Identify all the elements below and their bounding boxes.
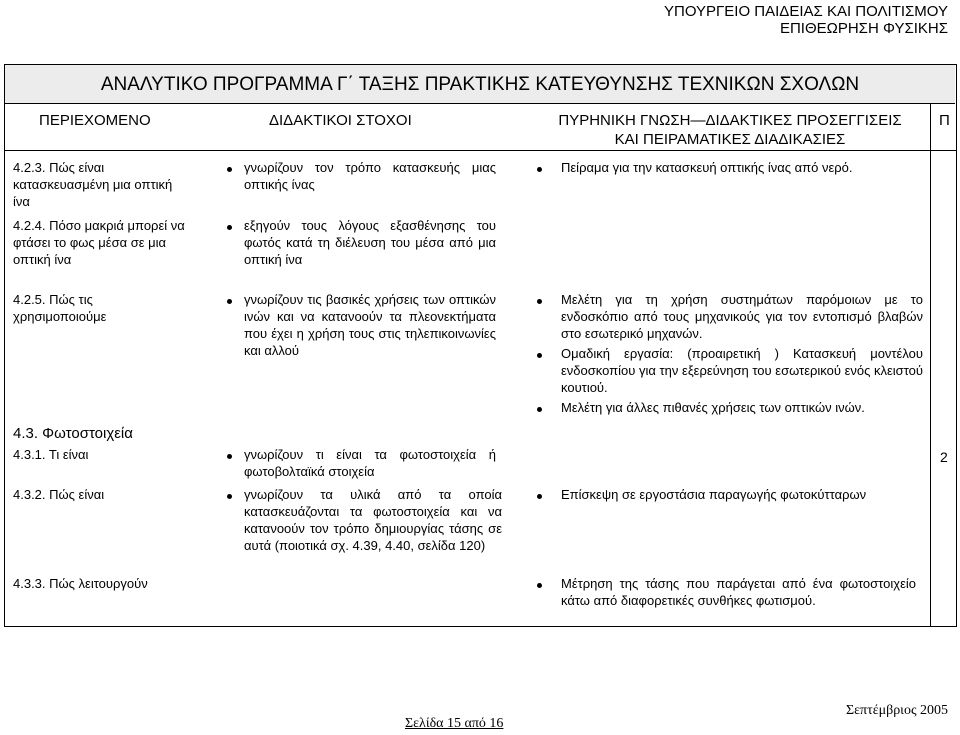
bullet-icon [537, 407, 542, 412]
bullet-icon [537, 299, 542, 304]
objective-cell-4-2-5: γνωρίζουν τις βασικές χρήσεις των οπτικών ινών και να κατανοούν τα πλεονεκτήματα που έχει η χρήση τους στις τηλεπικοινωνίες και αλλού [244, 292, 496, 358]
curriculum-table [4, 64, 957, 627]
bullet-icon [227, 454, 232, 459]
approach-cell-4-2-5-b: Ομαδική εργασία: (προαιρετική ) Κατασκευή μοντέλου ενδοσκοπίου για την εξερεύνηση του εσωτερικού ενός κλειστού κουτιού. [561, 346, 923, 395]
objective-cell-4-2-4: εξηγούν τους λόγους εξασθένησης του φωτός κατά τη διέλευση του μέσα από μια οπτική ίνα [244, 218, 496, 267]
approach-cell-4-2-5-a: Μελέτη για τη χρήση συστημάτων παρόμοιων με το ενδοσκόπιο από τους μηχανικούς για τον εντοπισμό βλαβών στο εσωτερικό μηχανών. [561, 292, 923, 341]
objective-cell-4-2-3: γνωρίζουν τον τρόπο κατασκευής μιας οπτικής ίνας [244, 160, 496, 192]
table-title: ΑΝΑΛΥΤΙΚΟ ΠΡΟΓΡΑΜΜΑ Γ΄ ΤΑΞΗΣ ΠΡΑΚΤΙΚΗΣ ΚΑΤΕΥΘΥΝΣΗΣ ΤΕΧΝΙΚΩΝ ΣΧΟΛΩΝ [100, 74, 860, 95]
bullet-icon [227, 167, 232, 172]
column-header-approaches-line1: ΠΥΡΗΝΙΚΗ ΓΝΩΣΗ—ΔΙΔΑΚΤΙΚΕΣ ΠΡΟΣΕΓΓΙΣΕΙΣ [558, 112, 902, 129]
content-cell-4-2-4: 4.2.4. Πόσο μακριά μπορεί να φτάσει το φως μέσα σε μια οπτική ίνα [13, 218, 185, 267]
approach-cell-4-2-3: Πείραμα για την κατασκευή οπτικής ίνας από νερό. [561, 160, 853, 175]
content-cell-4-3-3: 4.3.3. Πώς λειτουργούν [13, 576, 148, 591]
approach-cell-4-2-5-c: Μελέτη για άλλες πιθανές χρήσεις των οπτικών ινών. [561, 400, 865, 415]
bullet-icon [537, 494, 542, 499]
bullet-icon [227, 494, 232, 499]
ministry-header: ΥΠΟΥΡΓΕΙΟ ΠΑΙΔΕΙΑΣ ΚΑΙ ΠΟΛΙΤΙΣΜΟΥ [664, 3, 948, 20]
page-number: Σελίδα 15 από 16 [405, 716, 504, 731]
content-cell-4-3-1: 4.3.1. Τι είναι [13, 447, 89, 462]
column-divider [930, 104, 931, 626]
periods-cell-4-3: 2 [940, 449, 948, 465]
objective-cell-4-3-2: γνωρίζουν τα υλικά από τα οποία κατασκευάζονται τα φωτοστοιχεία και να κατανοούν τον τρόπο δημιουργίας τάσης σε αυτά (ποιοτικά σχ. 4.39, 4.40, σελίδα 120) [244, 487, 502, 553]
content-cell-4-3-2: 4.3.2. Πώς είναι [13, 487, 105, 502]
objective-cell-4-3-1: γνωρίζουν τι είναι τα φωτοστοιχεία ή φωτοβολταϊκά στοιχεία [244, 447, 496, 479]
document-date: Σεπτέμβριος 2005 [845, 703, 948, 718]
section-heading-4-3: 4.3. Φωτοστοιχεία [13, 425, 133, 442]
approach-cell-4-3-2: Επίσκεψη σε εργοστάσια παραγωγής φωτοκύτταρων [561, 487, 867, 502]
table-title-bar [5, 65, 955, 104]
column-header-approaches-line2: ΚΑΙ ΠΕΙΡΑΜΑΤΙΚΕΣ ΔΙΑΔΙΚΑΣΙΕΣ [614, 131, 846, 148]
column-header-periods: Π [939, 112, 950, 129]
content-cell-4-2-5: 4.2.5. Πώς τις χρησιμοποιούμε [13, 292, 107, 324]
column-header-approaches [525, 111, 935, 149]
bullet-icon [537, 353, 542, 358]
bullet-icon [537, 167, 542, 172]
bullet-icon [537, 583, 542, 588]
inspectorate-header: ΕΠΙΘΕΩΡΗΣΗ ΦΥΣΙΚΗΣ [779, 20, 948, 37]
bullet-icon [227, 299, 232, 304]
column-header-content: ΠΕΡΙΕΧΟΜΕΝΟ [39, 112, 151, 129]
header-row-divider [5, 150, 956, 151]
approach-cell-4-3-3: Μέτρηση της τάσης που παράγεται από ένα φωτοστοιχείο κάτω από διαφορετικές συνθήκες φωτισμού. [561, 576, 916, 608]
bullet-icon [227, 225, 232, 230]
column-header-objectives: ΔΙΔΑΚΤΙΚΟΙ ΣΤΟΧΟΙ [269, 112, 412, 129]
content-cell-4-2-3: 4.2.3. Πώς είναι κατασκευασμένη μια οπτική ίνα [13, 160, 173, 209]
